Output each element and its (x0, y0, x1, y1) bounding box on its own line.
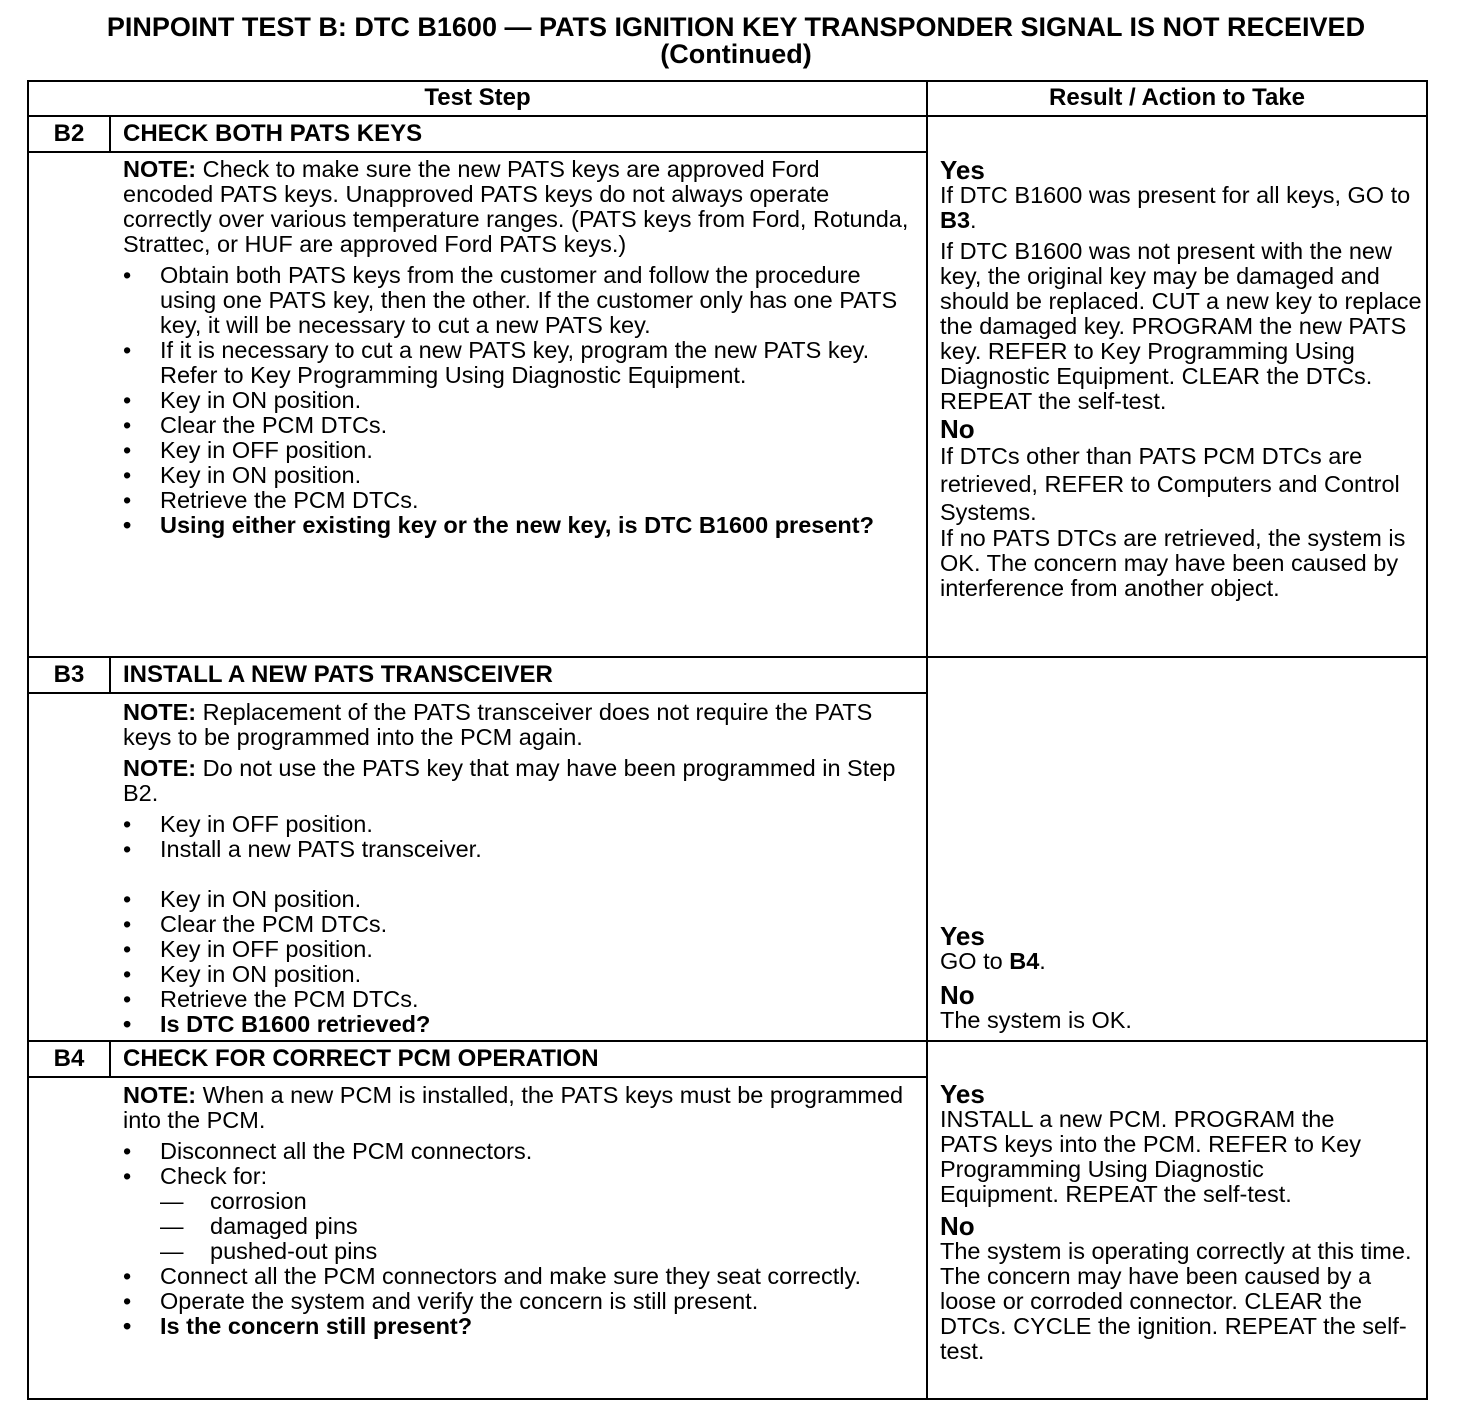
sub-list-item-text: pushed-out pins (210, 1238, 378, 1264)
step-body-b4 (123, 1083, 913, 1339)
yes-label: Yes (940, 1079, 985, 1109)
bullet-icon: • (123, 836, 132, 862)
bullet-icon: • (123, 412, 132, 438)
question-text: Is DTC B1600 retrieved? (160, 1011, 431, 1037)
bullet-icon: • (123, 1163, 132, 1189)
list-item-text: Key in OFF position. (160, 936, 373, 962)
list-item-text: Check for: (160, 1163, 268, 1189)
bullet-list (123, 1139, 913, 1339)
yes-text-end: . (970, 207, 977, 233)
header-divider (27, 115, 1428, 117)
step-reference: B3 (940, 207, 971, 233)
sub-list-item-text: damaged pins (210, 1213, 358, 1239)
title-line-1: PINPOINT TEST B: DTC B1600 — PATS IGNITION KEY TRANSPONDER SIGNAL IS NOT RECEIVED (106, 12, 1366, 42)
list-item (123, 1289, 913, 1314)
list-item-text: Install a new PATS transceiver. (160, 836, 482, 862)
title-line-2: (Continued) (660, 39, 812, 69)
list-item (123, 812, 913, 837)
list-item (123, 338, 913, 388)
note-label: NOTE: (123, 156, 197, 182)
id-divider (109, 656, 111, 694)
result-b2 (940, 157, 1425, 607)
list-item (123, 438, 913, 463)
list-item-text: Retrieve the PCM DTCs. (160, 487, 419, 513)
bullet-icon: • (123, 886, 132, 912)
list-item (123, 962, 913, 987)
bullet-icon: • (123, 1263, 132, 1289)
note (123, 1083, 913, 1133)
bullet-icon: • (123, 911, 132, 937)
bullet-icon: • (123, 1011, 132, 1037)
bullet-icon: • (123, 262, 132, 288)
yes-text-part: GO to (940, 948, 1010, 974)
dash-icon: — (160, 1238, 184, 1264)
note-text: When a new PCM is installed, the PATS keys must be programmed into the PCM. (123, 1082, 904, 1133)
bullet-icon: • (123, 811, 132, 837)
note (123, 157, 913, 257)
list-item-text: Key in OFF position. (160, 811, 373, 837)
note-label: NOTE: (123, 1082, 197, 1108)
note (123, 756, 913, 806)
step-title-b3: INSTALL A NEW PATS TRANSCEIVER (123, 661, 553, 688)
bullet-icon: • (123, 487, 132, 513)
list-item-text: Key in OFF position. (160, 437, 373, 463)
list-item-text: Retrieve the PCM DTCs. (160, 986, 419, 1012)
list-item (123, 263, 913, 338)
title-underline (27, 1076, 927, 1078)
note (123, 700, 913, 750)
bullet-icon: • (123, 1288, 132, 1314)
step-reference: B4 (1009, 948, 1040, 974)
yes-text (940, 183, 1425, 233)
bullet-icon: • (123, 1313, 132, 1339)
list-item (123, 987, 913, 1012)
page-title (0, 14, 1472, 68)
bullet-list (123, 812, 913, 1037)
step-title-b2: CHECK BOTH PATS KEYS (123, 120, 423, 147)
dash-icon: — (160, 1213, 184, 1239)
sub-list-item (123, 1239, 913, 1264)
list-item-text: Operate the system and verify the concern is still present. (160, 1288, 759, 1314)
bullet-icon: • (123, 1138, 132, 1164)
note-text: Check to make sure the new PATS keys are approved Ford encoded PATS keys. Unapproved PATS keys do not always operate correctly over various temperature ranges. (PATS keys from Ford, Rotunda, Strattec, or HUF are approved Ford PATS keys.) (123, 156, 909, 257)
note-label: NOTE: (123, 755, 197, 781)
yes-text-end: . (1039, 948, 1046, 974)
step-id-b4: B4 (53, 1045, 85, 1072)
bullet-icon: • (123, 986, 132, 1012)
list-item-text: If it is necessary to cut a new PATS key, program the new PATS key. Refer to Key Programming Using Diagnostic Equipment. (160, 337, 870, 388)
id-divider (109, 1040, 111, 1078)
bullet-list (123, 263, 913, 538)
sub-list-item (123, 1214, 913, 1239)
list-item (123, 1139, 913, 1164)
bullet-icon: • (123, 512, 132, 538)
list-item (123, 413, 913, 438)
list-item-text: Obtain both PATS keys from the customer and follow the procedure using one PATS key, then the other. If the customer only has one PATS key, it will be necessary to cut a new PATS key. (160, 262, 898, 338)
question-text: Is the concern still present? (160, 1313, 473, 1339)
step-id-b3: B3 (53, 661, 85, 688)
bullet-icon: • (123, 961, 132, 987)
list-item-text: Clear the PCM DTCs. (160, 911, 388, 937)
result-b3 (940, 923, 1425, 1039)
note-text: Replacement of the PATS transceiver does not require the PATS keys to be programmed into the PCM again. (123, 699, 873, 750)
yes-text (940, 949, 1425, 974)
yes-text: INSTALL a new PCM. PROGRAM the PATS keys into the PCM. REFER to Key Programming Using Diagnostic Equipment. REPEAT the self-test. (940, 1106, 1361, 1207)
list-item (123, 463, 913, 488)
question-text: Using either existing key or the new key, is DTC B1600 present? (160, 512, 874, 538)
sub-list-item (123, 1189, 913, 1214)
id-divider (109, 115, 111, 153)
row-divider (27, 1040, 1428, 1042)
step-title-b4: CHECK FOR CORRECT PCM OPERATION (123, 1045, 599, 1072)
dash-icon: — (160, 1188, 184, 1214)
bullet-icon: • (123, 437, 132, 463)
header-test-step: Test Step (424, 84, 531, 111)
list-item-text: Connect all the PCM connectors and make sure they seat correctly. (160, 1263, 861, 1289)
yes-text-part: If DTC B1600 was present for all keys, GO to (940, 182, 1411, 208)
bullet-icon: • (123, 387, 132, 413)
no-label: No (940, 414, 975, 444)
question-item (123, 1012, 913, 1037)
result-b4 (940, 1081, 1425, 1370)
list-item-text: Key in ON position. (160, 961, 362, 987)
list-item (123, 887, 913, 912)
sub-list-item-text: corrosion (210, 1188, 307, 1214)
bullet-icon: • (123, 462, 132, 488)
list-item (123, 937, 913, 962)
no-text: The system is operating correctly at this time. The concern may have been caused by a loose or corroded connector. CLEAR the DTCs. CYCLE the ignition. REPEAT the self-test. (940, 1238, 1412, 1364)
step-id-b2: B2 (53, 120, 85, 147)
list-item-text: Key in ON position. (160, 886, 362, 912)
header-result: Result / Action to Take (1048, 84, 1306, 111)
row-divider (27, 656, 1428, 658)
bullet-icon: • (123, 936, 132, 962)
yes-label: Yes (940, 155, 985, 185)
note-text: Do not use the PATS key that may have been programmed in Step B2. (123, 755, 896, 806)
list-item (123, 388, 913, 413)
list-item-text: Key in ON position. (160, 462, 362, 488)
list-item (123, 912, 913, 937)
no-text: The system is OK. (940, 1007, 1132, 1033)
list-item (123, 488, 913, 513)
yes-label: Yes (940, 921, 985, 951)
list-item-text: Clear the PCM DTCs. (160, 412, 388, 438)
question-item (123, 1314, 913, 1339)
note-label: NOTE: (123, 699, 197, 725)
list-item (123, 1164, 913, 1189)
title-underline (27, 151, 927, 153)
step-body-b2 (123, 157, 913, 538)
list-item (123, 1264, 913, 1289)
step-body-b3 (123, 700, 913, 1037)
list-item (123, 837, 913, 862)
list-item-text: Key in ON position. (160, 387, 362, 413)
no-label: No (940, 1211, 975, 1241)
no-label: No (940, 980, 975, 1010)
title-underline (27, 692, 927, 694)
bullet-icon: • (123, 337, 132, 363)
question-item (123, 513, 913, 538)
column-divider (926, 80, 928, 1400)
no-text-1: If DTCs other than PATS PCM DTCs are retrieved, REFER to Computers and Control Systems. (940, 443, 1400, 525)
no-text-2: If no PATS DTCs are retrieved, the system is OK. The concern may have been caused by interference from another object. (940, 525, 1406, 601)
list-item-text: Disconnect all the PCM connectors. (160, 1138, 533, 1164)
yes-text-2: If DTC B1600 was not present with the new key, the original key may be damaged and should be replaced. CUT a new key to replace the damaged key. PROGRAM the new PATS key. REFER to Key Programming Using Diagnostic Equipment. CLEAR the DTCs. REPEAT the self-test. (940, 238, 1422, 414)
